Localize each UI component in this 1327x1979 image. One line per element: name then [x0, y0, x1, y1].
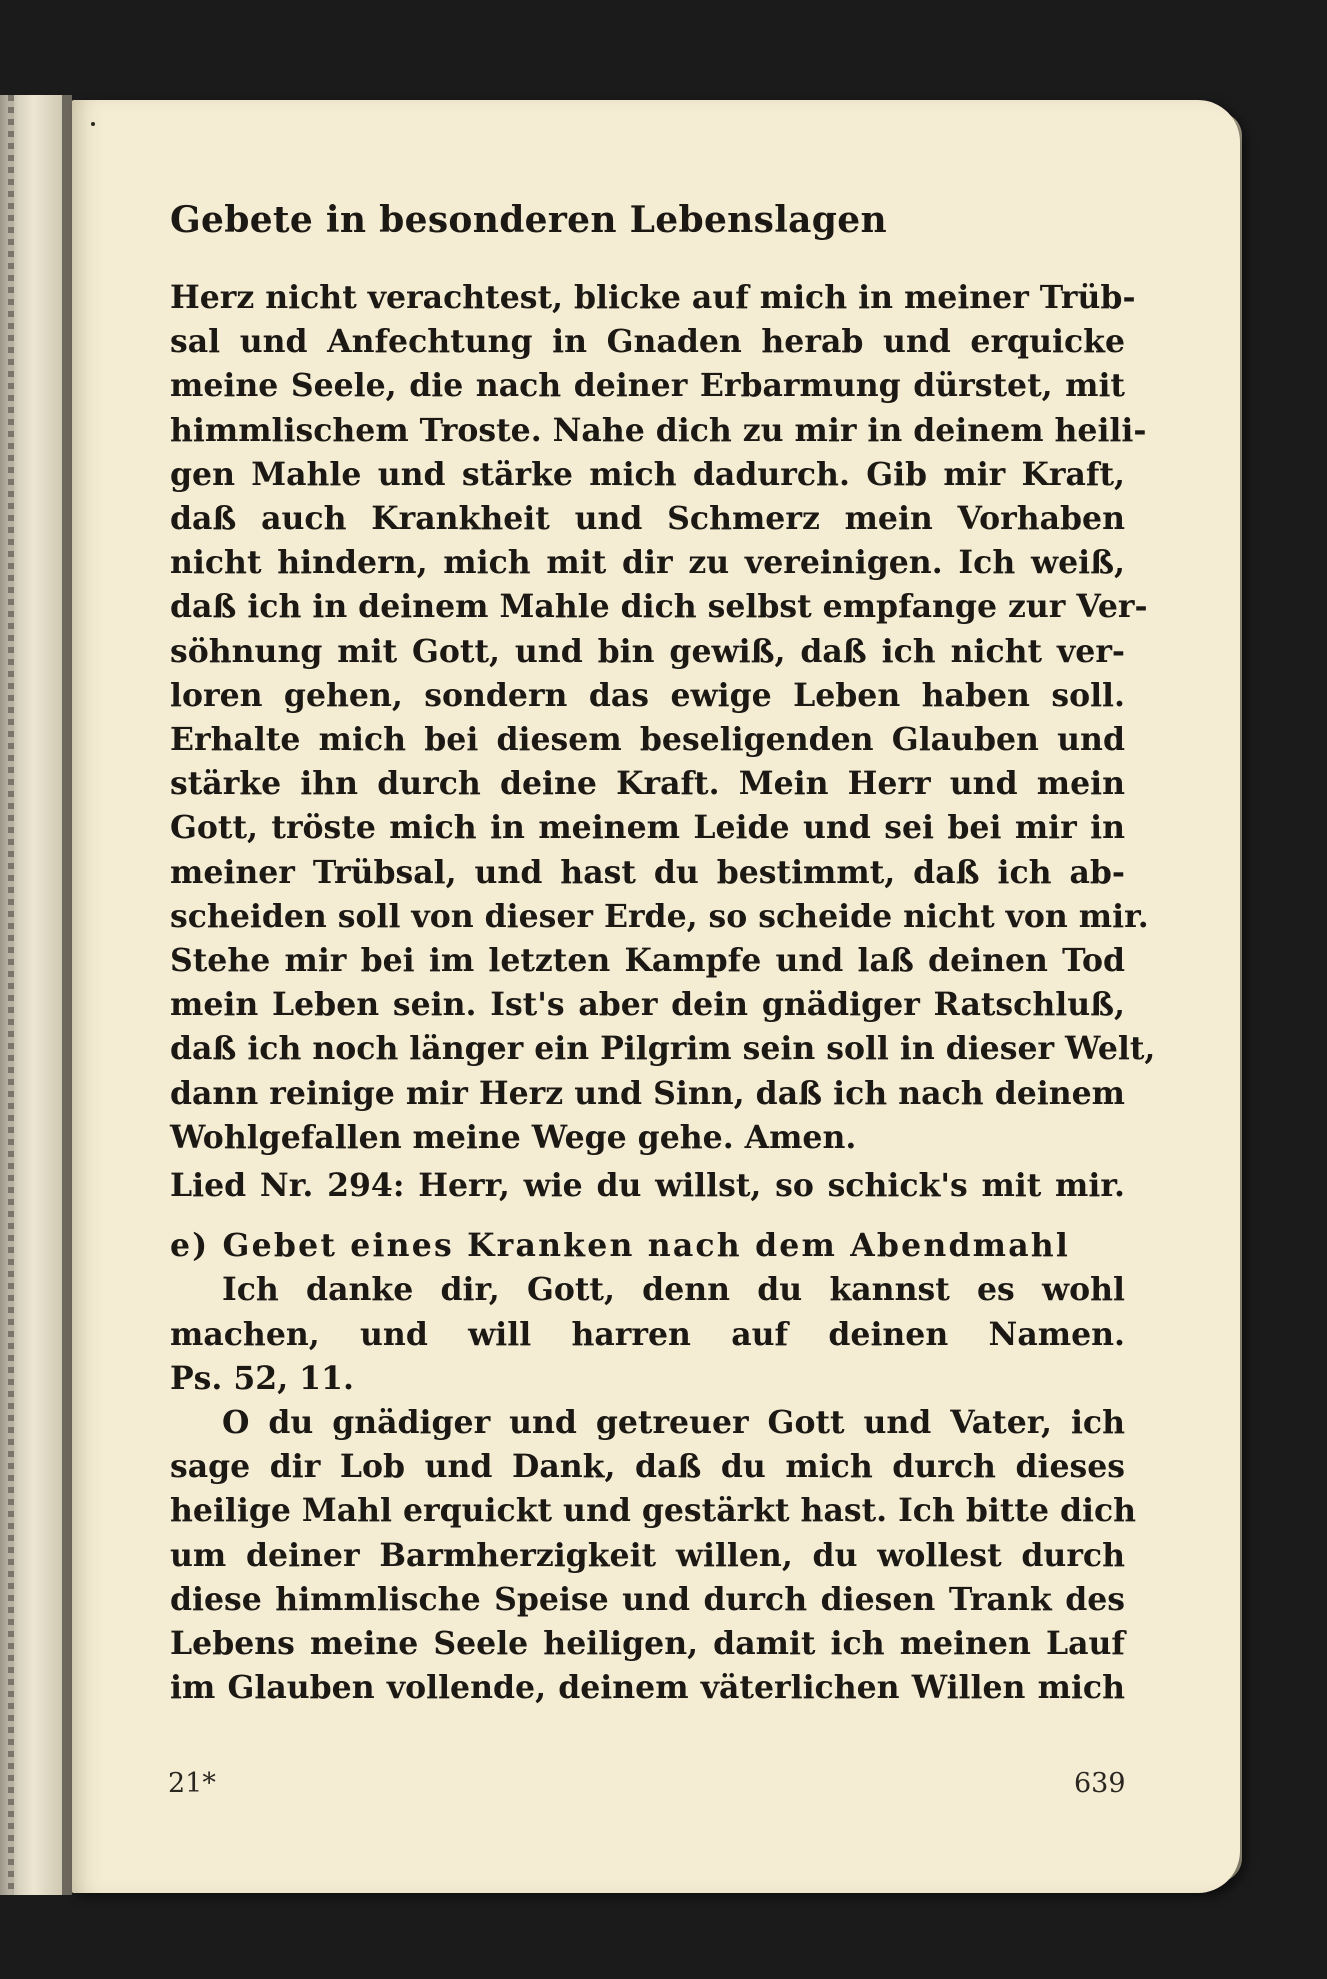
text-line: mein Leben sein. Ist's aber dein gnädiger Ratschluß, — [170, 986, 1125, 1024]
printer-signature: 21* — [168, 1768, 216, 1799]
text-line: scheiden soll von dieser Erde, so scheide nicht von mir. — [170, 897, 1149, 935]
text-line: söhnung mit Gott, und bin gewiß, daß ich nicht ver- — [170, 632, 1125, 670]
book-spine-gap — [62, 95, 72, 1895]
text-line: daß auch Krankheit und Schmerz mein Vorhaben — [170, 500, 1125, 538]
binding-stitch — [8, 95, 14, 1895]
paragraph-2 — [170, 1401, 1137, 1710]
running-header: Gebete in besonderen Lebenslagen — [170, 199, 887, 241]
text-line: meine Seele, die nach deiner Erbarmung dürstet, mit — [170, 367, 1125, 405]
text-line: diese himmlische Speise und durch diesen Trank des — [170, 1580, 1125, 1618]
text-line: Lebens meine Seele heiligen, damit ich meinen Lauf — [170, 1625, 1125, 1663]
verse-citation: Ps. 52, 11. — [170, 1359, 354, 1397]
text-line: Erhalte mich bei diesem beseligenden Glauben und — [170, 721, 1125, 759]
text-line: meiner Trübsal, und hast du bestimmt, daß ich ab- — [170, 853, 1125, 891]
page-number: 639 — [1074, 1768, 1126, 1799]
text-line: dann reinige mir Herz und Sinn, daß ich nach deinem — [170, 1074, 1125, 1112]
text-line: O du gnädiger und getreuer Gott und Vater, ich — [222, 1404, 1125, 1442]
text-line: daß ich noch länger ein Pilgrim sein soll in dieser Welt, — [170, 1030, 1156, 1068]
text-line: im Glauben vollende, deinem väterlichen Willen mich — [170, 1669, 1125, 1707]
text-line: Stehe mir bei im letzten Kampfe und laß deinen Tod — [170, 942, 1125, 980]
text-line: Gott, tröste mich in meinem Leide und sei bei mir in — [170, 809, 1125, 847]
text-line: sage dir Lob und Dank, daß du mich durch dieses — [170, 1448, 1125, 1486]
text-line: loren gehen, sondern das ewige Leben haben soll. — [170, 676, 1125, 714]
hymn-reference: Lied Nr. 294: Herr, wie du willst, so schick's mit mir. — [170, 1167, 1125, 1205]
text-line: machen, und will harren auf deinen Namen. — [170, 1315, 1125, 1353]
page-speck — [91, 122, 95, 126]
page-text — [170, 190, 1156, 1711]
text-line: heilige Mahl erquickt und gestärkt hast. Ich bitte dich — [170, 1492, 1137, 1530]
bible-verse — [170, 1268, 1125, 1401]
section-title: e) Gebet eines Kranken nach dem Abendmahl — [170, 1227, 1071, 1265]
text-line: nicht hindern, mich mit dir zu vereinigen. Ich weiß, — [170, 544, 1125, 582]
text-line: daß ich in deinem Mahle dich selbst empfange zur Ver- — [170, 588, 1148, 626]
text-line: um deiner Barmherzigkeit willen, du wollest durch — [170, 1536, 1125, 1574]
book-left-page-edge — [0, 95, 62, 1895]
text-line: Herz nicht verachtest, blicke auf mich in meiner Trüb- — [170, 279, 1136, 316]
text-line: gen Mahle und stärke mich dadurch. Gib mir Kraft, — [170, 455, 1125, 493]
text-line: himmlischem Troste. Nahe dich zu mir in deinem heili- — [170, 411, 1147, 449]
text-line: Wohlgefallen meine Wege gehe. Amen. — [170, 1118, 857, 1156]
text-line: Ich danke dir, Gott, denn du kannst es wohl — [222, 1271, 1125, 1309]
text-line: sal und Anfechtung in Gnaden herab und erquicke — [170, 323, 1125, 361]
paragraph-1 — [170, 276, 1156, 1160]
text-line: stärke ihn durch deine Kraft. Mein Herr und mein — [170, 765, 1125, 803]
